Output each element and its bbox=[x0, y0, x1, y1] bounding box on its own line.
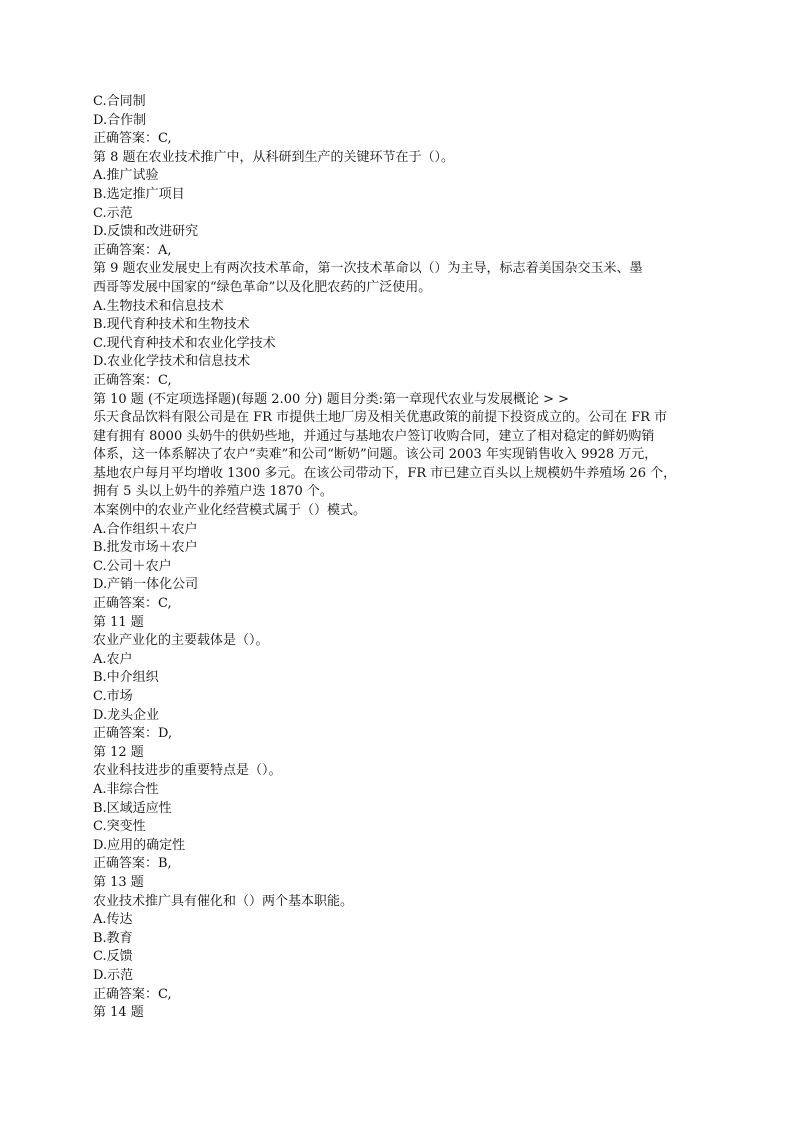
text-line: 正确答案：C, bbox=[93, 131, 172, 147]
text-line: C.突变性 bbox=[93, 819, 146, 835]
text-line: 正确答案：C, bbox=[93, 596, 172, 612]
text-line: 农业科技进步的重要特点是（）。 bbox=[93, 763, 282, 779]
document-page bbox=[93, 93, 733, 1023]
text-line: B.中介组织 bbox=[93, 670, 159, 686]
text-line: C.合同制 bbox=[93, 94, 146, 109]
text-line: 拥有 5 头以上奶牛的养殖户迭 1870 个。 bbox=[93, 484, 333, 500]
text-line: 本案例中的农业产业化经营模式属于（）模式。 bbox=[93, 503, 367, 519]
text-line: C.市场 bbox=[93, 689, 133, 704]
text-line: 正确答案：C, bbox=[93, 986, 172, 1002]
text-line: A.农户 bbox=[93, 651, 133, 667]
text-line: 基地农户每月平均增收 1300 多元。在该公司带动下，FR 市已建立百头以上规模奶牛养殖场 26 个， bbox=[93, 465, 677, 481]
text-line: B.教育 bbox=[93, 930, 133, 946]
text-line: 农业技术推广具有催化和（）两个基本职能。 bbox=[93, 893, 354, 909]
text-line: D.龙头企业 bbox=[93, 707, 160, 723]
text-line: D.产销一体化公司 bbox=[93, 577, 199, 593]
text-line: A.生物技术和信息技术 bbox=[93, 298, 224, 314]
text-line: C.公司＋农户 bbox=[93, 558, 172, 574]
text-line: 体系，这一体系解决了农户“卖难”和公司“断奶”问题。该公司 2003 年实现销售收入 9928 万元， bbox=[93, 447, 658, 463]
text-line: A.非综合性 bbox=[93, 781, 159, 797]
text-line: 第 9 题农业发展史上有两次技术革命，第一次技术革命以（）为主导，标志着美国杂交玉米、墨 bbox=[93, 261, 643, 277]
text-line: B.选定推广项目 bbox=[93, 186, 185, 202]
text-line: 第 11 题 bbox=[93, 614, 144, 630]
text-line: 第 10 题 (不定项选择题)(每题 2.00 分) 题目分类:第一章现代农业与发展概论 > > bbox=[93, 391, 569, 407]
text-line: D.应用的确定性 bbox=[93, 837, 186, 853]
text-line: B.区域适应性 bbox=[93, 800, 172, 816]
text-line: 农业产业化的主要载体是（）。 bbox=[93, 633, 269, 649]
text-line: C.现代育种技术和农业化学技术 bbox=[93, 335, 276, 351]
text-line: D.农业化学技术和信息技术 bbox=[93, 354, 251, 370]
text-line: 第 8 题在农业技术推广中，从科研到生产的关键环节在于（）。 bbox=[93, 149, 455, 165]
text-line: 正确答案：D, bbox=[93, 726, 173, 742]
text-line: D.合作制 bbox=[93, 112, 147, 128]
text-line: C.示范 bbox=[93, 205, 133, 221]
text-line: B.现代育种技术和生物技术 bbox=[93, 317, 250, 333]
text-line: A.推广试验 bbox=[93, 168, 159, 184]
text-line: C.反馈 bbox=[93, 949, 133, 965]
text-line: A.合作组织＋农户 bbox=[93, 521, 198, 537]
text-line: 乐天食品饮料有限公司是在 FR 市提供土地厂房及相关优惠政策的前提下投资成立的。公司在 FR 市 bbox=[93, 410, 668, 426]
text-line: D.示范 bbox=[93, 967, 134, 983]
text-line: 西哥等发展中国家的“绿色革命”以及化肥农药的广泛使用。 bbox=[93, 279, 432, 295]
text-line: D.反馈和改进研究 bbox=[93, 224, 199, 240]
text-line: A.传达 bbox=[93, 912, 133, 928]
text-line: 第 12 题 bbox=[93, 744, 144, 760]
text-line: 正确答案：B, bbox=[93, 856, 172, 872]
text-line: 建有拥有 8000 头奶牛的供奶些地，并通过与基地农户签订收购合同，建立了相对稳定的鲜奶购销 bbox=[93, 428, 655, 444]
text-line: B.批发市场＋农户 bbox=[93, 540, 198, 556]
text-line: 正确答案：A, bbox=[93, 242, 172, 258]
text-line: 正确答案：C, bbox=[93, 372, 172, 388]
text-line: 第 14 题 bbox=[93, 1005, 144, 1021]
text-line: 第 13 题 bbox=[93, 874, 144, 890]
